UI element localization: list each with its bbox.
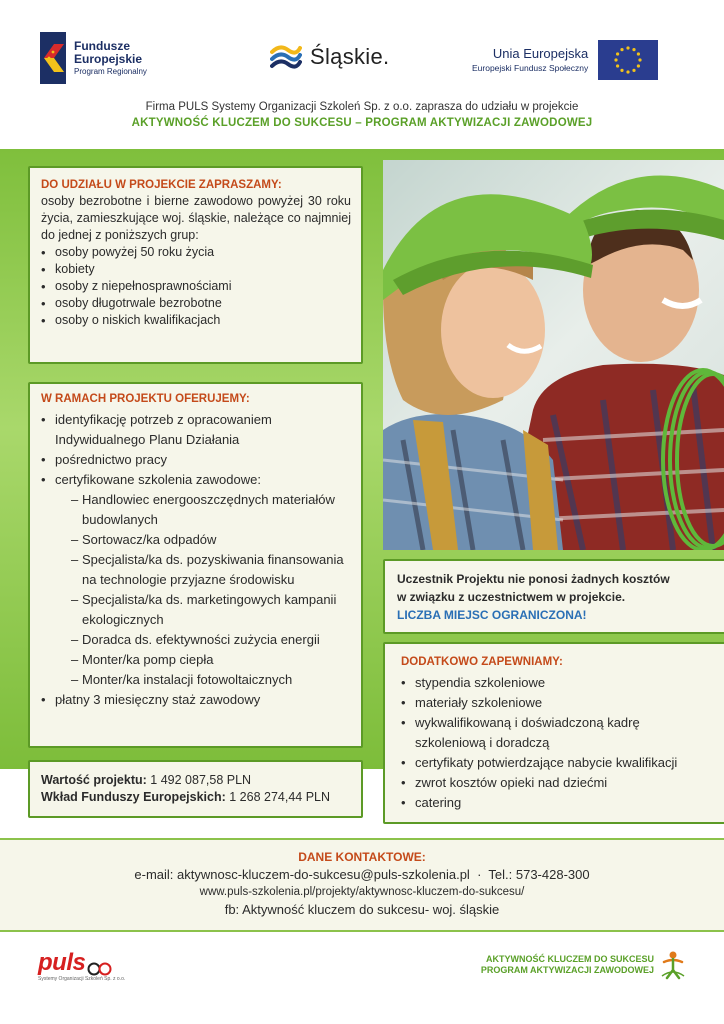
- extra-benefits-box: [383, 642, 724, 824]
- contact-line: [0, 866, 724, 884]
- contact-phone[interactable]: Tel.: 573-428-300: [488, 867, 590, 882]
- list-item: • osoby o niskich kwalifikacjach: [41, 312, 351, 329]
- program-figure-icon: [660, 950, 686, 980]
- workers-photo: [383, 160, 724, 550]
- offer-title: W RAMACH PROJEKTU OFERUJEMY:: [41, 393, 250, 405]
- invite-box: [28, 166, 363, 364]
- invite-groups-list: [41, 244, 351, 329]
- training-item: – Monter/ka pomp ciepła: [71, 650, 351, 670]
- eu-contribution-amount: 1 268 274,44 PLN: [229, 790, 331, 804]
- unia-europejska-logo: [472, 40, 658, 80]
- program-logo-line1: AKTYWNOŚĆ KLUCZEM DO SUKCESU: [486, 954, 654, 964]
- program-logo: [481, 950, 686, 980]
- extra-list: [401, 673, 712, 813]
- extra-title: DODATKOWO ZAPEWNIAMY:: [401, 656, 563, 668]
- list-item: • stypendia szkoleniowe: [401, 673, 712, 693]
- contact-website-link[interactable]: www.puls-szkolenia.pl/projekty/aktywnosc-kluczem-do-sukcesu/: [199, 886, 525, 898]
- puls-rings-icon: [87, 960, 113, 976]
- puls-logo: [38, 950, 125, 982]
- cost-notice-box: [383, 559, 724, 634]
- eu-flag-icon: [598, 40, 658, 80]
- slaskie-wave-icon: [270, 42, 302, 72]
- training-heading: certyfikowane szkolenia zawodowe:: [55, 472, 261, 487]
- list-item: • zwrot kosztów opieki nad dziećmi: [401, 773, 712, 793]
- training-item: – Sortowacz/ka odpadów: [71, 530, 351, 550]
- invite-description: osoby bezrobotne i bierne zawodowo powyżej 30 roku życia, zamieszkujące woj. śląskie, należące co najmniej do jednej z poniższych grup:: [41, 194, 351, 242]
- intro: [0, 99, 724, 132]
- limited-places-notice: LICZBA MIEJSC OGRANICZONA!: [397, 608, 587, 622]
- puls-logo-subtitle: Systemy Organizacji Szkoleń Sp. z o.o.: [38, 976, 126, 982]
- fe-logo-line1: Fundusze: [74, 38, 130, 53]
- training-item: – Monter/ka instalacji fotowoltaicznych: [71, 670, 351, 690]
- project-value-label: Wartość projektu:: [41, 773, 147, 787]
- contact-facebook[interactable]: fb: Aktywność kluczem do sukcesu- woj. śląskie: [224, 902, 500, 917]
- ue-logo-line2: Europejski Fundusz Społeczny: [472, 63, 589, 73]
- list-item: • osoby z niepełnosprawnościami: [41, 278, 351, 295]
- program-logo-line2: PROGRAM AKTYWIZACJI ZAWODOWEJ: [480, 965, 654, 975]
- fe-logo-line2: Europejskie: [74, 51, 143, 66]
- project-value-amount: 1 492 087,58 PLN: [150, 773, 252, 787]
- training-item: – Specjalista/ka ds. pozyskiwania finansowania na technologie przyjazne środowisku: [71, 550, 351, 590]
- fundusze-europejskie-logo: [40, 32, 147, 84]
- invite-title: DO UDZIAŁU W PROJEKCIE ZAPRASZAMY:: [41, 179, 282, 191]
- contact-title: DANE KONTAKTOWE:: [298, 850, 426, 864]
- list-item: • pośrednictwo pracy: [41, 450, 351, 470]
- training-item: – Specjalista/ka ds. marketingowych kampanii ekologicznych: [71, 590, 351, 630]
- project-value-box: [28, 760, 363, 818]
- list-item: [41, 470, 351, 690]
- training-item: – Handlowiec energooszczędnych materiałów budowlanych: [71, 490, 351, 530]
- contact-separator: ·: [477, 867, 482, 882]
- slaskie-logo: [270, 42, 389, 72]
- header: [0, 0, 724, 100]
- contact-section: [0, 838, 724, 932]
- training-list: [71, 490, 351, 690]
- intro-line1: Firma PULS Systemy Organizacji Szkoleń Sp. z o.o. zaprasza do udziału w projekcie: [145, 101, 579, 113]
- list-item: • catering: [401, 793, 712, 813]
- ue-logo-line1: Unia Europejska: [492, 46, 589, 61]
- project-value-row: [41, 772, 350, 789]
- list-item: • certyfikaty potwierdzające nabycie kwalifikacji: [401, 753, 712, 773]
- contact-email[interactable]: e-mail: aktywnosc-kluczem-do-sukcesu@puls-szkolenia.pl: [134, 867, 470, 882]
- list-item: • kobiety: [41, 261, 351, 278]
- training-item: – Doradca ds. efektywności zużycia energii: [71, 630, 351, 650]
- list-item: • osoby powyżej 50 roku życia: [41, 244, 351, 261]
- list-item: • płatny 3 miesięczny staż zawodowy: [41, 690, 351, 710]
- eu-contribution-row: [41, 789, 350, 806]
- cost-notice-line1: Uczestnik Projektu nie ponosi żadnych kosztów: [397, 572, 670, 586]
- cost-notice-line2: w związku z uczestnictwem w projekcie.: [397, 590, 626, 604]
- fe-logo-line3: Program Regionalny: [74, 66, 147, 76]
- slaskie-logo-text: Śląskie.: [310, 44, 390, 69]
- eu-contribution-label: Wkład Funduszy Europejskich:: [41, 790, 226, 804]
- list-item: • identyfikację potrzeb z opracowaniem Indywidualnego Planu Działania: [41, 410, 351, 450]
- project-title: AKTYWNOŚĆ KLUCZEM DO SUKCESU – PROGRAM AKTYWIZACJI ZAWODOWEJ: [131, 117, 593, 129]
- offer-list: [41, 410, 351, 710]
- list-item: • materiały szkoleniowe: [401, 693, 712, 713]
- offer-box: [28, 382, 363, 748]
- list-item: • osoby długotrwale bezrobotne: [41, 295, 351, 312]
- fe-emblem-icon: [40, 32, 66, 84]
- puls-logo-text: puls: [38, 949, 86, 976]
- list-item: • wykwalifikowaną i doświadczoną kadrę szkoleniową i doradczą: [401, 713, 712, 753]
